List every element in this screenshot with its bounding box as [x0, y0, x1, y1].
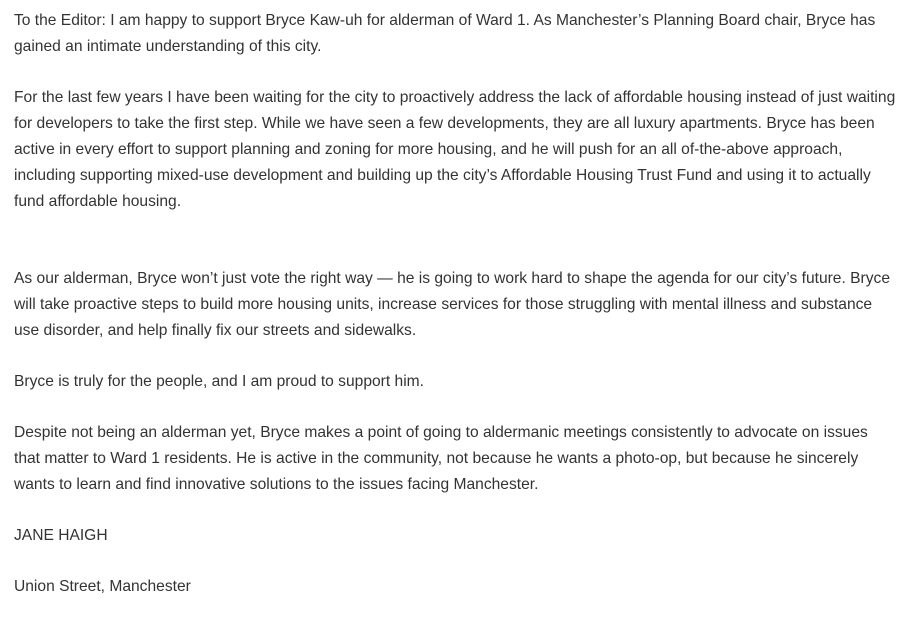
paragraph-agenda: As our alderman, Bryce won’t just vote the right way — he is going to work hard to shape the agenda for our city’s future. Bryce will take proactive steps to build more housing units, increase services for those struggling with mental illness and substance use disorder, and help finally fix our streets and sidewalks.: [14, 270, 891, 339]
paragraph-support: Bryce is truly for the people, and I am proud to support him.: [14, 373, 424, 390]
paragraph-housing: For the last few years I have been waiting for the city to proactively address the lack of affordable housing instead of just waiting for developers to take the first step. While we have seen a few developments, they are all luxury apartments. Bryce has been active in every effort to support planning and zoning for more housing, and he will push for an all of-the-above approach, including supporting mixed-use development and building up the city’s Affordable Housing Trust Fund and using it to actually fund affordable housing.: [14, 89, 896, 210]
paragraph-intro: To the Editor: I am happy to support Bryce Kaw-uh for alderman of Ward 1. As Manchester’s Planning Board chair, Bryce has gained an intimate understanding of this city.: [14, 12, 876, 55]
signature-location: Union Street, Manchester: [14, 578, 191, 595]
paragraph-community: Despite not being an alderman yet, Bryce makes a point of going to aldermanic meetings consistently to advocate on issues that matter to Ward 1 residents. He is active in the community, not because he wants a photo-op, but because he sincerely wants to learn and find innovative solutions to the issues facing Manchester.: [14, 424, 868, 493]
signature-name: JANE HAIGH: [14, 527, 108, 544]
